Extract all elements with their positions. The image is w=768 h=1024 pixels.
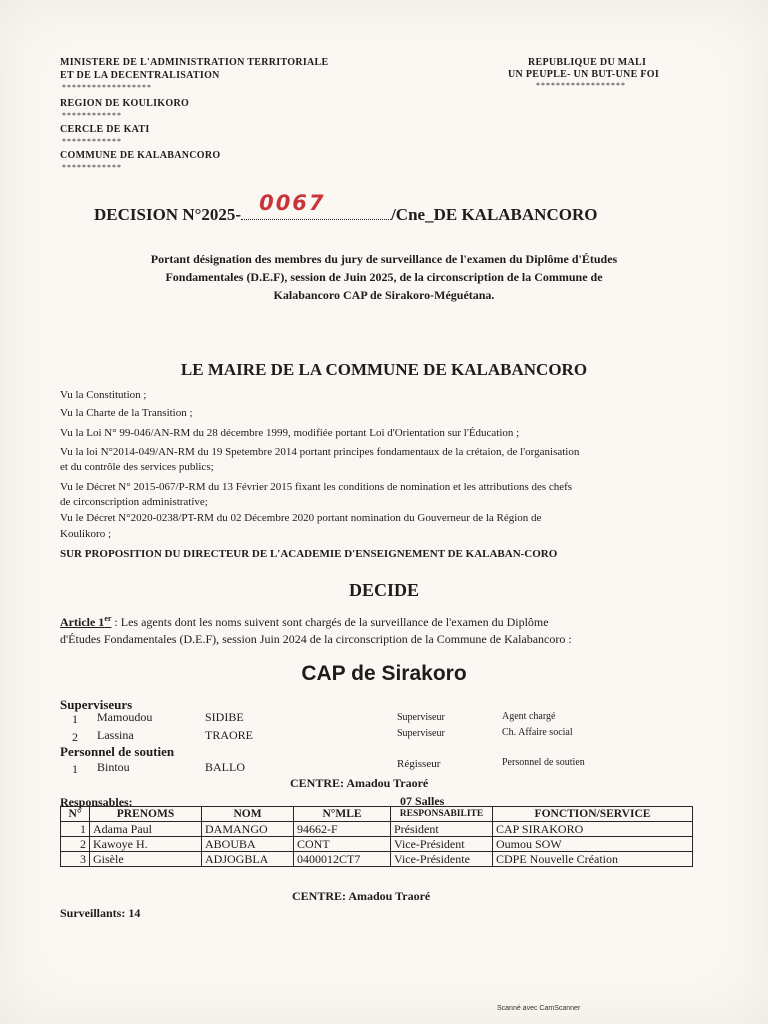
- cell-fonction: Oumou SOW: [493, 837, 693, 852]
- cell-matricule: CONT: [294, 837, 391, 852]
- decision-prefix: DECISION N°2025-: [94, 205, 242, 224]
- staff-role: Régisseur: [397, 758, 441, 770]
- article-1-label: Article 1er: [60, 614, 112, 629]
- cell-fonction: CDPE Nouvelle Création: [493, 852, 693, 867]
- responsables-table: [60, 806, 693, 867]
- staff-role: Superviseur: [397, 728, 445, 739]
- staff-firstname: Bintou: [97, 760, 130, 774]
- cell-prenom: Adama Paul: [90, 822, 202, 837]
- staff-function: Ch. Affaire social: [502, 727, 573, 738]
- ministry-line-1: MINISTERE DE L'ADMINISTRATION TERRITORIALE: [60, 57, 329, 68]
- legal-basis-line: Vu la Constitution ;: [60, 389, 147, 401]
- soutien-label: Personnel de soutien: [60, 744, 175, 759]
- stars-divider: ************: [62, 137, 122, 146]
- staff-function: Personnel de soutien: [502, 757, 585, 768]
- column-header: N°: [61, 807, 90, 822]
- decision-number: 0067: [259, 191, 326, 215]
- decide-heading: DECIDE: [348, 580, 419, 600]
- cell-matricule: 94662-F: [294, 822, 391, 837]
- cell-prenom: Kawoye H.: [90, 837, 202, 852]
- article-1-line-2: d'Études Fondamentales (D.E.F), session Juin 2024 de la circonscription de la Commune de Kalabancoro :: [60, 632, 572, 646]
- centre-label: CENTRE: Amadou Traoré: [290, 776, 429, 790]
- cell-nom: ADJOGBLA: [202, 852, 294, 867]
- article-1-line-1: [60, 614, 549, 630]
- staff-firstname: Lassina: [97, 728, 134, 742]
- region-label: REGION DE KOULIKORO: [60, 98, 190, 109]
- scanner-watermark: Scanné avec CamScanner: [497, 1005, 581, 1012]
- cell-responsabilite: Vice-Présidente: [391, 852, 493, 867]
- staff-firstname: Mamoudou: [97, 710, 153, 724]
- stars-divider: ************: [62, 163, 122, 172]
- staff-lastname: TRAORE: [205, 728, 253, 742]
- legal-basis-line: Vu la Loi N° 99-046/AN-RM du 28 décembre 1999, modifiée portant Loi d'Orientation sur l'Éducation ;: [60, 427, 520, 439]
- table-header-row: [61, 807, 693, 822]
- staff-row-number: 1: [72, 712, 78, 726]
- table-row: [61, 852, 693, 867]
- legal-basis-line: Vu le Décret N°2020-0238/PT-RM du 02 Décembre 2020 portant nomination du Gouverneur de la Région de: [60, 512, 542, 524]
- cell-fonction: CAP SIRAKORO: [493, 822, 693, 837]
- column-header: RESPONSABILITE: [391, 807, 493, 822]
- salles-count: 07 Salles: [400, 794, 445, 808]
- row-number: 1: [61, 822, 90, 837]
- table-row: [61, 837, 693, 852]
- legal-basis-line: Koulikoro ;: [60, 528, 112, 540]
- legal-basis-line: de circonscription administrative;: [60, 496, 208, 508]
- column-header: FONCTION/SERVICE: [493, 807, 693, 822]
- centre-label-2: CENTRE: Amadou Traoré: [292, 889, 431, 903]
- stars-divider: ******************: [62, 83, 152, 92]
- surveillants-count: Surveillants: 14: [60, 906, 141, 920]
- decision-suffix: /Cne_DE KALABANCORO: [391, 205, 598, 224]
- staff-row-number: 2: [72, 730, 78, 744]
- staff-lastname: SIDIBE: [205, 710, 244, 724]
- responsables-label: Responsables:: [60, 795, 133, 809]
- cell-prenom: Gisèle: [90, 852, 202, 867]
- legal-basis-line: Vu le Décret N° 2015-067/P-RM du 13 Février 2015 fixant les conditions de nomination et les attributions des chefs: [60, 481, 573, 493]
- column-header: NOM: [202, 807, 294, 822]
- row-number: 2: [61, 837, 90, 852]
- cell-responsabilite: Vice-Président: [391, 837, 493, 852]
- mayor-title: LE MAIRE DE LA COMMUNE DE KALABANCORO: [180, 360, 588, 379]
- staff-lastname: BALLO: [205, 760, 245, 774]
- country-name: REPUBLIQUE DU MALI: [528, 57, 647, 68]
- superviseurs-label: Superviseurs: [60, 697, 133, 712]
- staff-role: Superviseur: [397, 712, 445, 723]
- legal-basis-line: Vu la Charte de la Transition ;: [60, 407, 193, 419]
- object-line-3: Kalabancoro CAP de Sirakoro-Méguétana.: [273, 288, 495, 302]
- legal-basis-line: Vu la loi N°2014-049/AN-RM du 19 Spetembre 2014 portant principes fondamentaux de la crétaion, de l'organisation: [60, 446, 580, 458]
- stars-divider: ************: [62, 111, 122, 120]
- table-row: [61, 822, 693, 837]
- staff-row-number: 1: [72, 762, 78, 776]
- decision-number-field: [241, 191, 391, 220]
- cercle-label: CERCLE DE KATI: [60, 124, 150, 135]
- decision-heading: [94, 191, 598, 225]
- legal-basis-line: et du contrôle des services publics;: [60, 461, 214, 473]
- proposal-line: SUR PROPOSITION DU DIRECTEUR DE L'ACADEMIE D'ENSEIGNEMENT DE KALABAN-CORO: [60, 548, 558, 560]
- cell-nom: ABOUBA: [202, 837, 294, 852]
- stars-divider: ******************: [536, 81, 626, 90]
- column-header: N°MLE: [294, 807, 391, 822]
- cell-nom: DAMANGO: [202, 822, 294, 837]
- cap-title: CAP de Sirakoro: [301, 662, 467, 685]
- commune-label: COMMUNE DE KALABANCORO: [60, 150, 221, 161]
- article-1-text: : Les agents dont les noms suivent sont chargés de la surveillance de l'examen du Diplôme: [111, 615, 549, 629]
- object-line-1: Portant désignation des membres du jury de surveillance de l'examen du Diplôme d'Études: [150, 252, 618, 266]
- column-header: PRENOMS: [90, 807, 202, 822]
- ministry-line-2: ET DE LA DECENTRALISATION: [60, 70, 220, 81]
- object-line-2: Fondamentales (D.E.F), session de Juin 2025, de la circonscription de la Commune de: [165, 270, 603, 284]
- row-number: 3: [61, 852, 90, 867]
- cell-responsabilite: Président: [391, 822, 493, 837]
- country-motto: UN PEUPLE- UN BUT-UNE FOI: [508, 69, 660, 80]
- cell-matricule: 0400012CT7: [294, 852, 391, 867]
- staff-function: Agent chargé: [502, 711, 556, 722]
